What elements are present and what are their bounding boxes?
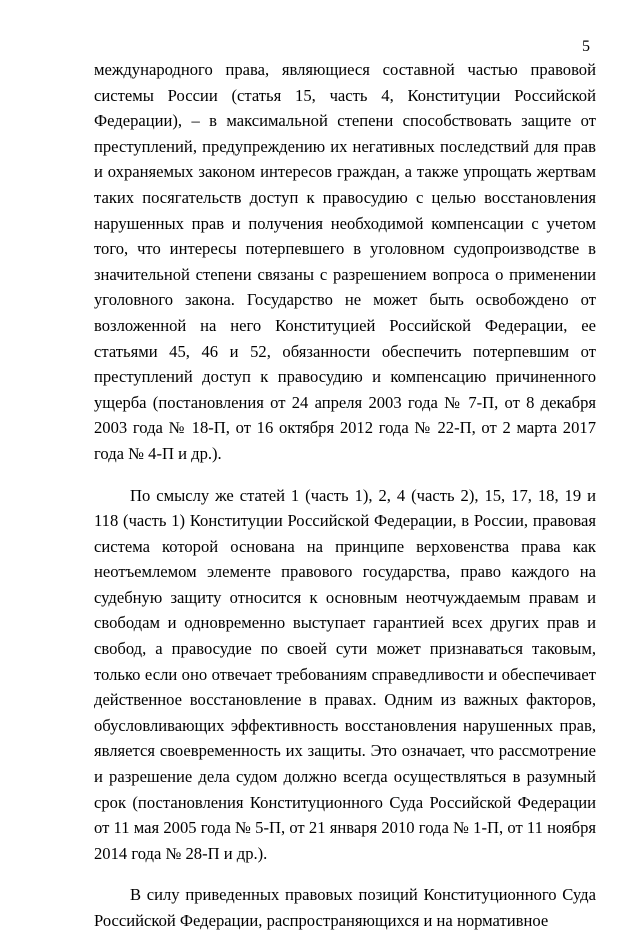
paragraph: По смыслу же статей 1 (часть 1), 2, 4 (часть 2), 15, 17, 18, 19 и 118 (часть 1) Конституции Российской Федерации, в России, правовая система которой основана на принципе верховенства права как неотъемлемом элементе правового государства, право каждого на судебную защиту относится к основным неотчуждаемым правам и свободам и одновременно выступает гарантией всех других прав и свобод, а правосудие по своей сути может признаваться таковым, только если оно отвечает требованиям справедливости и обеспечивает действенное восстановление в правах. Одним из важных факторов, обусловливающих эффективность восстановления нарушенных прав, является своевременность их защиты. Это означает, что рассмотрение и разрешение дела судом должно всегда осуществляться в разумный срок (постановления Конституционного Суда Российской Федерации от 11 мая 2005 года № 5-П, от 21 января 2010 года № 1-П, от 11 ноября 2014 года № 28-П и др.). — [94, 485, 596, 863]
page-number: 5 — [582, 38, 590, 55]
paragraph: В силу приведенных правовых позиций Конституционного Суда Российской Федерации, распространяющихся и на нормативное — [94, 885, 596, 930]
document-body — [94, 57, 596, 934]
paragraph-continuation: международного права, являющиеся составной частью правовой системы России (статья 15, часть 4, Конституции Российской Федерации), – в максимальной степени способствовать защите от преступлений, предупреждению их негативных последствий для прав и охраняемых законом интересов граждан, а также упрощать жертвам таких посягательств доступ к правосудию с целью восстановления нарушенных прав и получения необходимой компенсации с учетом того, что интересы потерпевшего в уголовном судопроизводстве в значительной степени связаны с разрешением вопроса о применении уголовного закона. Государство не может быть освобождено от возложенной на него Конституцией Российской Федерации, ее статьями 45, 46 и 52, обязанности обеспечить потерпевшим от преступлений доступ к правосудию и компенсацию причиненного ущерба (постановления от 24 апреля 2003 года № 7-П, от 8 декабря 2003 года № 18-П, от 16 октября 2012 года № 22-П, от 2 марта 2017 года № 4-П и др.). — [94, 60, 596, 463]
